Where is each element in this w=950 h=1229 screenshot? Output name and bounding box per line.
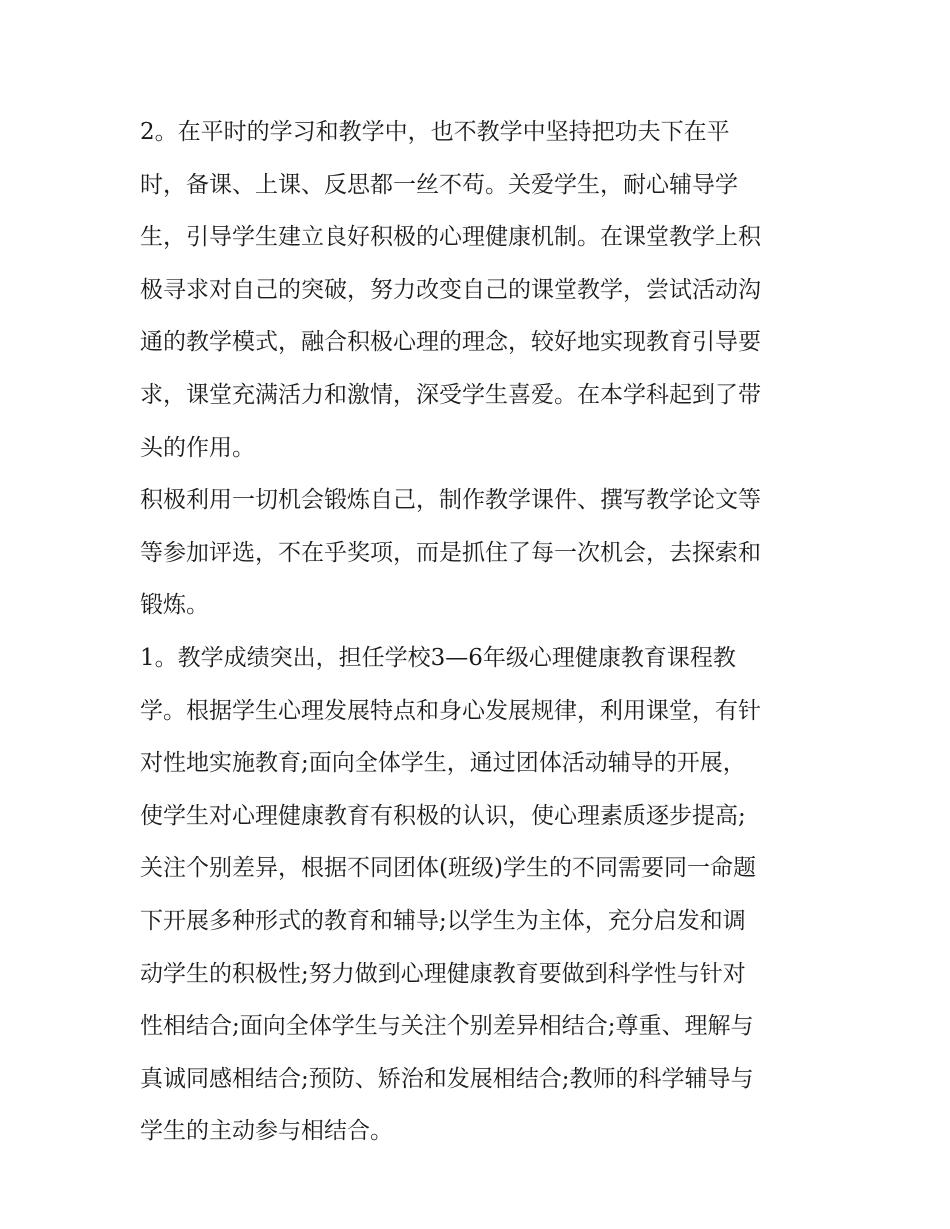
text-line: 关注个别差异，根据不同团体(班级)学生的不同需要同一命题 <box>140 855 756 882</box>
text-line: 下开展多种形式的教育和辅导;以学生为主体，充分启发和调 <box>140 907 746 934</box>
text-line: 2。在平时的学习和教学中，也不教学中坚持把功夫下在平 <box>140 119 730 145</box>
text-line: 时，备课、上课、反思都一丝不苟。关爱学生，耐心辅导学 <box>140 171 738 198</box>
text-line: 极寻求对自己的突破，努力改变自己的课堂教学，尝试活动沟 <box>140 276 761 303</box>
text-line: 等参加评选，不在乎奖项，而是抓住了每一次机会，去探索和 <box>140 539 761 566</box>
body-text <box>140 106 815 1158</box>
text-line: 1。教学成绩突出，担任学校3—6年级心理健康教育课程教 <box>140 644 736 671</box>
text-line: 学生的主动参与相结合。 <box>140 1118 393 1145</box>
text-line: 学。根据学生心理发展特点和身心发展规律，利用课堂，有针 <box>140 697 761 724</box>
text-line: 对性地实施教育;面向全体学生，通过团体活动辅导的开展， <box>140 750 746 777</box>
text-line: 动学生的积极性;努力做到心理健康教育要做到科学性与针对 <box>140 960 746 987</box>
text-line: 真诚同感相结合;预防、矫治和发展相结合;教师的科学辅导与 <box>140 1065 754 1092</box>
text-line: 生，引导学生建立良好积极的心理健康机制。在课堂教学上积 <box>140 224 761 251</box>
text-line: 性相结合;面向全体学生与关注个别差异相结合;尊重、理解与 <box>140 1013 754 1040</box>
text-line: 通的教学模式，融合积极心理的理念，较好地实现教育引导要 <box>140 329 761 356</box>
text-line: 求，课堂充满活力和激情，深受学生喜爱。在本学科起到了带 <box>140 381 761 408</box>
text-line: 锻炼。 <box>140 592 209 619</box>
text-line: 使学生对心理健康教育有积极的认识，使心理素质逐步提高; <box>140 802 746 829</box>
text-line: 积极利用一切机会锻炼自己，制作教学课件、撰写教学论文等 <box>140 487 761 514</box>
text-line: 头的作用。 <box>140 434 255 461</box>
